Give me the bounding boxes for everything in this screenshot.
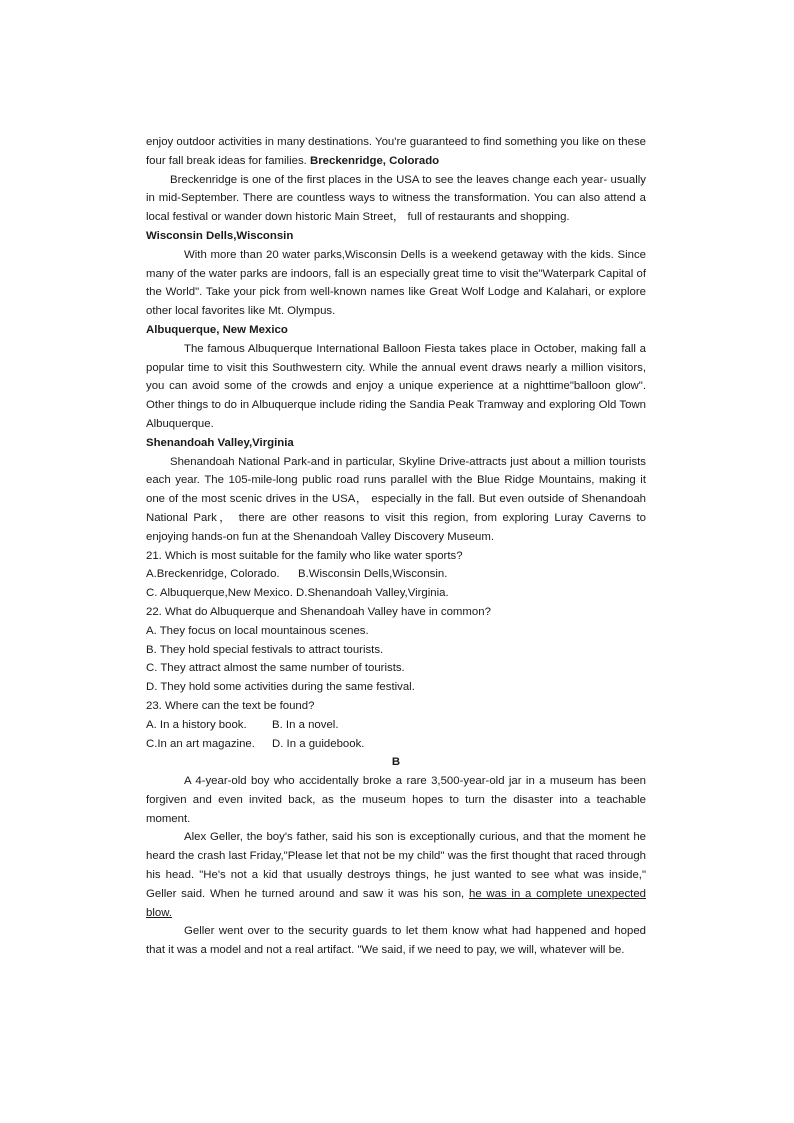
section-b-label: B xyxy=(391,756,401,769)
underlined-phrase: he was in a complete unexpected blow. xyxy=(146,887,646,919)
heading-wisconsin: Wisconsin Dells,Wisconsin xyxy=(146,229,294,242)
question-23-option-b: B. In a novel. xyxy=(272,718,339,731)
question-22-option-a: A. They focus on local mountainous scenes. xyxy=(146,624,369,637)
question-22-stem: 22. What do Albuquerque and Shenandoah Valley have in common? xyxy=(146,605,491,618)
document-page xyxy=(146,133,646,960)
question-22-option-d: D. They hold some activities during the same festival. xyxy=(146,681,415,694)
question-23-option-d: D. In a guidebook. xyxy=(272,737,365,750)
albuquerque-paragraph: The famous Albuquerque International Balloon Fiesta takes place in October, making fall a popular time to visit this Southwestern city. While the annual event draws nearly a million visitors, you can avoid some of the crowds and enjoy a unique experience at a nighttime"balloon glow". Other things to do in Albuquerque include riding the Sandia Peak Tramway and exploring Old Town Albuquerque. xyxy=(146,342,646,430)
question-22-option-c: C. They attract almost the same number of tourists. xyxy=(146,662,405,675)
question-21-options-cd: C. Albuquerque,New Mexico. D.Shenandoah Valley,Virginia. xyxy=(146,587,449,600)
question-21-option-b: B.Wisconsin Dells,Wisconsin. xyxy=(298,568,448,581)
question-22-option-b: B. They hold special festivals to attract tourists. xyxy=(146,643,384,656)
intro-text: enjoy outdoor activities in many destinations. You're guaranteed to find something you like on these four fall break ideas for families. xyxy=(146,136,646,167)
passage-b-paragraph-2-text: Alex Geller, the boy's father, said his son is exceptionally curious, and that the moment he heard the crash last Friday,"Please let that not be my child" was the first thought that raced through his head. "He's not a kid that usually destroys things, he just wanted to see what was inside," Geller said. When he turned around and saw it was his son, xyxy=(146,831,646,900)
passage-b-paragraph-1: A 4-year-old boy who accidentally broke a rare 3,500-year-old jar in a museum has been forgiven and even invited back, as the museum hopes to turn the disaster into a teachable moment. xyxy=(146,775,646,825)
breckenridge-paragraph: Breckenridge is one of the first places in the USA to see the leaves change each year- usually in mid-September. There are countless ways to witness the transformation. You can also attend a local festival or wander down historic Main Street， full of restaurants and shopping. xyxy=(146,173,646,224)
question-21-option-a: A.Breckenridge, Colorado. xyxy=(146,568,280,581)
intro-paragraph xyxy=(146,133,646,171)
question-21-stem: 21. Which is most suitable for the family who like water sports? xyxy=(146,549,463,562)
question-23-options-cd xyxy=(146,735,646,754)
question-21-options-ab xyxy=(146,565,646,584)
heading-breckenridge: Breckenridge, Colorado xyxy=(309,154,440,167)
question-23-option-a: A. In a history book. xyxy=(146,718,247,731)
heading-albuquerque: Albuquerque, New Mexico xyxy=(146,323,288,336)
wisconsin-paragraph: With more than 20 water parks,Wisconsin Dells is a weekend getaway with the kids. Since many of the water parks are indoors, fall is an especially great time to visit the"Waterpark Capital of the World". Take your pick from well-known names like Great Wolf Lodge and Kalahari, or explore other local favorites like Mt. Olympus. xyxy=(146,248,646,318)
passage-b-paragraph-3: Geller went over to the security guards to let them know what had happened and hoped that it was a model and not a real artifact. "We said, if we need to pay, we will, whatever will be. xyxy=(146,925,646,957)
shenandoah-paragraph: Shenandoah National Park-and in particular, Skyline Drive-attracts just about a million tourists each year. The 105-mile-long public road runs parallel with the Blue Ridge Mountains, making it one of the most scenic drives in the USA， especially in the fall. But even outside of Shenandoah National Park， there are other reasons to visit this region, from exploring Luray Caverns to enjoying hands-on fun at the Shenandoah Valley Discovery Museum. xyxy=(146,455,646,543)
question-23-stem: 23. Where can the text be found? xyxy=(146,699,315,712)
passage-b-paragraph-2 xyxy=(146,828,646,922)
question-23-option-c: C.In an art magazine. xyxy=(146,737,255,750)
question-23-options-ab xyxy=(146,716,646,735)
heading-shenandoah: Shenandoah Valley,Virginia xyxy=(146,436,294,449)
